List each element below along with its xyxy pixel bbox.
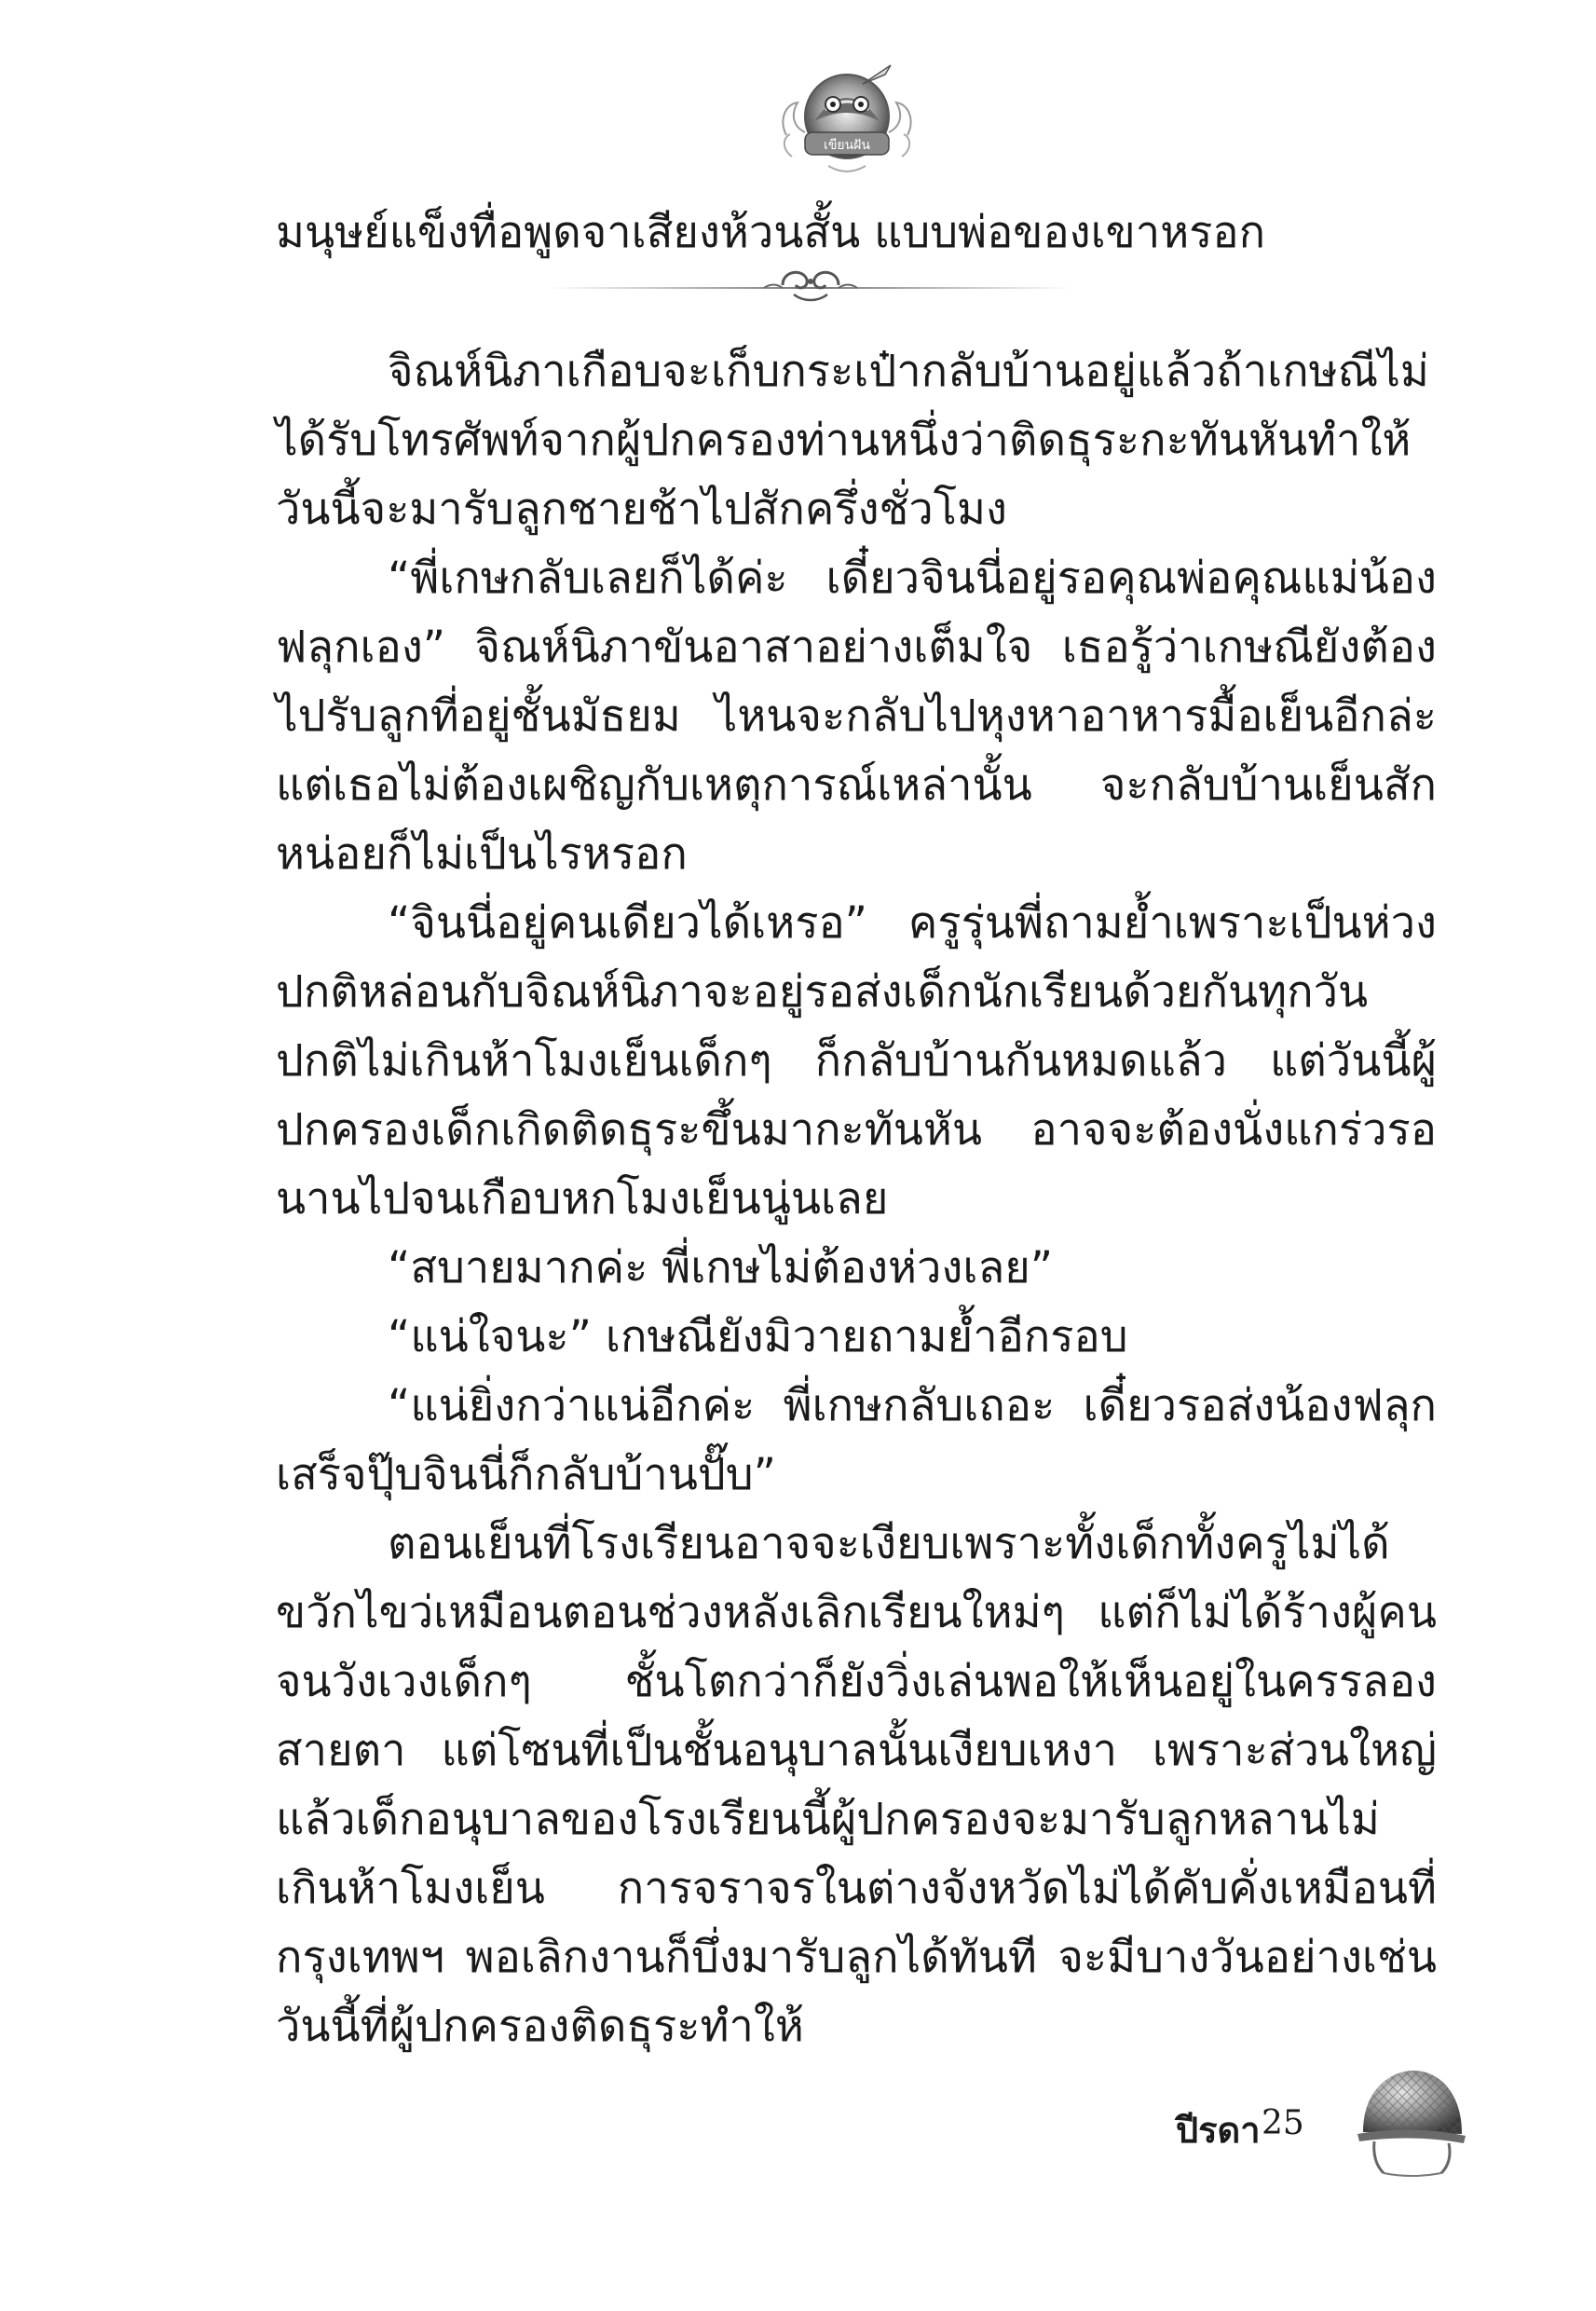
- army-helmet-icon: [1356, 2059, 1467, 2179]
- paragraph-5: “แน่ใจนะ” เกษณียังมิวายถามย้ำอีกรอบ: [388, 1311, 1128, 1362]
- lead-line: มนุษย์แข็งทื่อพูดจาเสียงห้วนสั้น แบบพ่อของเขาหรอก: [276, 207, 1266, 258]
- emblem-label: เขียนฝัน: [824, 138, 870, 153]
- ornament-divider-icon: [550, 261, 1071, 306]
- book-emblem-icon: [777, 47, 917, 182]
- paragraph-2: “พี่เกษกลับเลยก็ได้ค่ะ เดี๋ยวจินนี่อยู่รอคุณพ่อคุณแม่น้องฟลุกเอง” จิณห์นิภาขันอาสาอย่างเต็มใจ เธอรู้ว่าเกษณียังต้องไปรับลูกที่อยู่ชั้นมัธยม ไหนจะกลับไปหุงหาอาหารมื้อเย็นอีกล่ะ แต่เธอไม่ต้องเผชิญกับเหตุการณ์เหล่านั้น จะกลับบ้านเย็นสักหน่อยก็ไม่เป็นไรหรอก: [276, 553, 1437, 880]
- paragraph-4: “สบายมากค่ะ พี่เกษไม่ต้องห่วงเลย”: [388, 1242, 1054, 1293]
- author-name: ปีรดา: [1176, 2109, 1261, 2151]
- paragraph-3: “จินนี่อยู่คนเดียวได้เหรอ” ครูรุ่นพี่ถามย้ำเพราะเป็นห่วงปกติหล่อนกับจิณห์นิภาจะอยู่รอส่งเด็กนักเรียนด้วยกันทุกวันปกติไม่เกินห้าโมงเย็นเด็กๆ ก็กลับบ้านกันหมดแล้ว แต่วันนี้ผู้ปกครองเด็กเกิดติดธุระขึ้นมากะทันหัน อาจจะต้องนั่งแกร่วรอนานไปจนเกือบหกโมงเย็นนู่นเลย: [276, 897, 1437, 1224]
- page-number: 25: [1262, 2104, 1304, 2142]
- paragraph-6: “แน่ยิ่งกว่าแน่อีกค่ะ พี่เกษกลับเถอะ เดี๋ยวรอส่งน้องฟลุกเสร็จปุ๊บจินนี่ก็กลับบ้านปั๊บ”: [276, 1380, 1437, 1500]
- paragraph-1: จิณห์นิภาเกือบจะเก็บกระเป๋ากลับบ้านอยู่แล้วถ้าเกษณีไม่ได้รับโทรศัพท์จากผู้ปกครองท่านหนึ่งว่าติดธุระกะทันหันทำให้วันนี้จะมารับลูกชายช้าไปสักครึ่งชั่วโมง: [276, 346, 1429, 535]
- paragraph-7: ตอนเย็นที่โรงเรียนอาจจะเงียบเพราะทั้งเด็กทั้งครูไม่ได้ขวักไขว่เหมือนตอนช่วงหลังเลิกเรียนใหม่ๆ แต่ก็ไม่ได้ร้างผู้คนจนวังเวงเด็กๆ ชั้นโตกว่าก็ยังวิ่งเล่นพอให้เห็นอยู่ในครรลองสายตา แต่โซนที่เป็นชั้นอนุบาลนั้นเงียบเหงา เพราะส่วนใหญ่แล้วเด็กอนุบาลของโรงเรียนนี้ผู้ปกครองจะมารับลูกหลานไม่เกินห้าโมงเย็น การจราจรในต่างจังหวัดไม่ได้คับคั่งเหมือนที่กรุงเทพฯ พอเลิกงานก็บึ่งมารับลูกได้ทันที จะมีบางวันอย่างเช่นวันนี้ที่ผู้ปกครองติดธุระทำให้: [276, 1518, 1437, 2052]
- body-text: [276, 337, 1437, 2061]
